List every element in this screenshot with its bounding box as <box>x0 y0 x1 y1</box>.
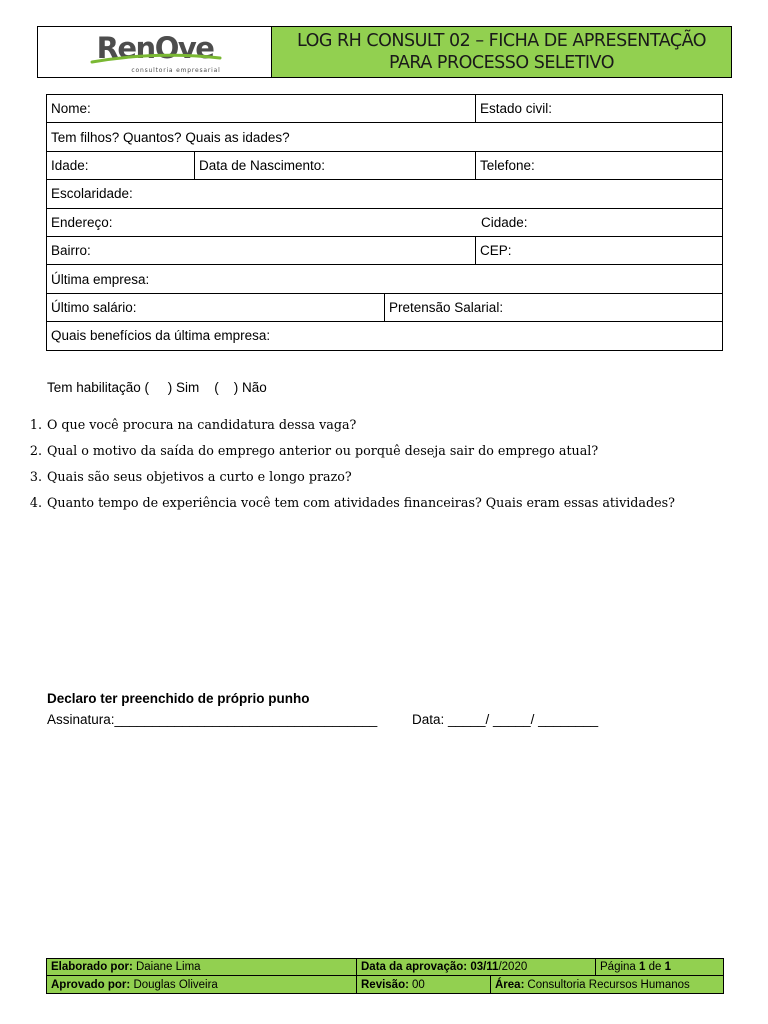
form-row <box>47 95 723 123</box>
aprovacao-cell <box>357 959 596 976</box>
aprovado-label: Aprovado por: <box>51 978 131 991</box>
list-item <box>20 437 740 463</box>
form-row <box>47 208 723 236</box>
cep-field[interactable]: CEP: <box>476 236 723 264</box>
document-title-line2: PARA PROCESSO SELETIVO <box>389 53 614 73</box>
question-number: 4. <box>29 494 42 510</box>
aprovacao-label: Data da aprovação: <box>361 961 468 973</box>
aprovado-cell <box>47 976 357 994</box>
document-title-line1: LOG RH CONSULT 02 – FICHA DE APRESENTAÇÃO <box>296 31 707 51</box>
pagina-number: 1 <box>639 961 646 973</box>
pagina-total: 1 <box>664 961 672 973</box>
data-nascimento-field[interactable]: Data de Nascimento: <box>195 151 476 179</box>
revisao-label: Revisão: <box>361 978 409 991</box>
elaborado-label: Elaborado por: <box>51 961 133 973</box>
pagina-cell <box>596 959 724 976</box>
footer-row <box>47 959 724 976</box>
area-label: Área: <box>495 978 525 991</box>
logo-wordmark: RenOve <box>96 31 213 65</box>
question-text: O que você procura na candidatura dessa vaga? <box>47 416 357 432</box>
aprovado-value: Douglas Oliveira <box>133 978 218 991</box>
form-row <box>47 123 723 151</box>
endereco-label: Endereço: <box>51 214 113 230</box>
revisao-area-cell <box>357 976 724 994</box>
aprovacao-date-year: /2020 <box>498 961 528 973</box>
declaration-text: Declaro ter preenchido de próprio punho <box>47 691 310 706</box>
company-logo <box>38 27 272 77</box>
ultimo-salario-field[interactable]: Último salário: <box>47 293 385 321</box>
date-line[interactable]: Data: _____/ _____/ ________ <box>412 712 599 727</box>
escolaridade-field[interactable]: Escolaridade: <box>47 180 723 208</box>
candidate-info-form <box>46 94 723 351</box>
question-text: Quais são seus objetivos a curto e longo prazo? <box>47 468 352 484</box>
document-footer <box>46 958 724 994</box>
nome-field[interactable]: Nome: <box>47 95 476 123</box>
list-item <box>20 489 740 515</box>
form-row <box>47 293 723 321</box>
telefone-field[interactable]: Telefone: <box>476 151 723 179</box>
document-header <box>37 26 732 78</box>
area-value: Consultoria Recursos Humanos <box>527 978 690 991</box>
elaborado-cell <box>47 959 357 976</box>
question-text: Qual o motivo da saída do emprego anterior ou porquê deseja sair do emprego atual? <box>47 442 599 458</box>
bairro-field[interactable]: Bairro: <box>47 236 476 264</box>
form-row <box>47 180 723 208</box>
form-row <box>47 236 723 264</box>
cidade-label: Cidade: <box>481 214 528 230</box>
endereco-cidade-cell[interactable] <box>47 208 723 236</box>
document-title <box>272 27 731 77</box>
ultima-empresa-field[interactable]: Última empresa: <box>47 265 723 293</box>
renove-logo-graphic <box>80 29 230 75</box>
footer-row <box>47 976 724 994</box>
aprovacao-date-bold: 03/11 <box>470 961 499 973</box>
idade-field[interactable]: Idade: <box>47 151 195 179</box>
question-number: 2. <box>29 442 42 458</box>
habilitacao-question[interactable]: Tem habilitação ( ) Sim ( ) Não <box>47 380 267 395</box>
interview-questions-list <box>20 411 740 515</box>
logo-tagline: consultoria empresarial <box>130 67 221 74</box>
question-number: 3. <box>29 468 42 484</box>
estado-civil-field[interactable]: Estado civil: <box>476 95 723 123</box>
form-row <box>47 322 723 350</box>
list-item <box>20 411 740 437</box>
signature-line[interactable]: Assinatura:___________________________________ <box>47 712 378 727</box>
pagina-label: Página <box>600 961 636 973</box>
pagina-de: de <box>648 961 662 973</box>
area-cell <box>491 979 694 991</box>
form-row <box>47 151 723 179</box>
filhos-field[interactable]: Tem filhos? Quantos? Quais as idades? <box>47 123 723 151</box>
revisao-cell <box>357 976 491 993</box>
form-row <box>47 265 723 293</box>
revisao-value: 00 <box>411 978 425 991</box>
pretensao-salarial-field[interactable]: Pretensão Salarial: <box>385 293 723 321</box>
beneficios-field[interactable]: Quais benefícios da última empresa: <box>47 322 723 350</box>
question-text: Quanto tempo de experiência você tem com atividades financeiras? Quais eram essas atividades? <box>47 494 675 510</box>
question-number: 1. <box>29 416 42 432</box>
list-item <box>20 463 740 489</box>
elaborado-value: Daiane Lima <box>135 961 201 973</box>
